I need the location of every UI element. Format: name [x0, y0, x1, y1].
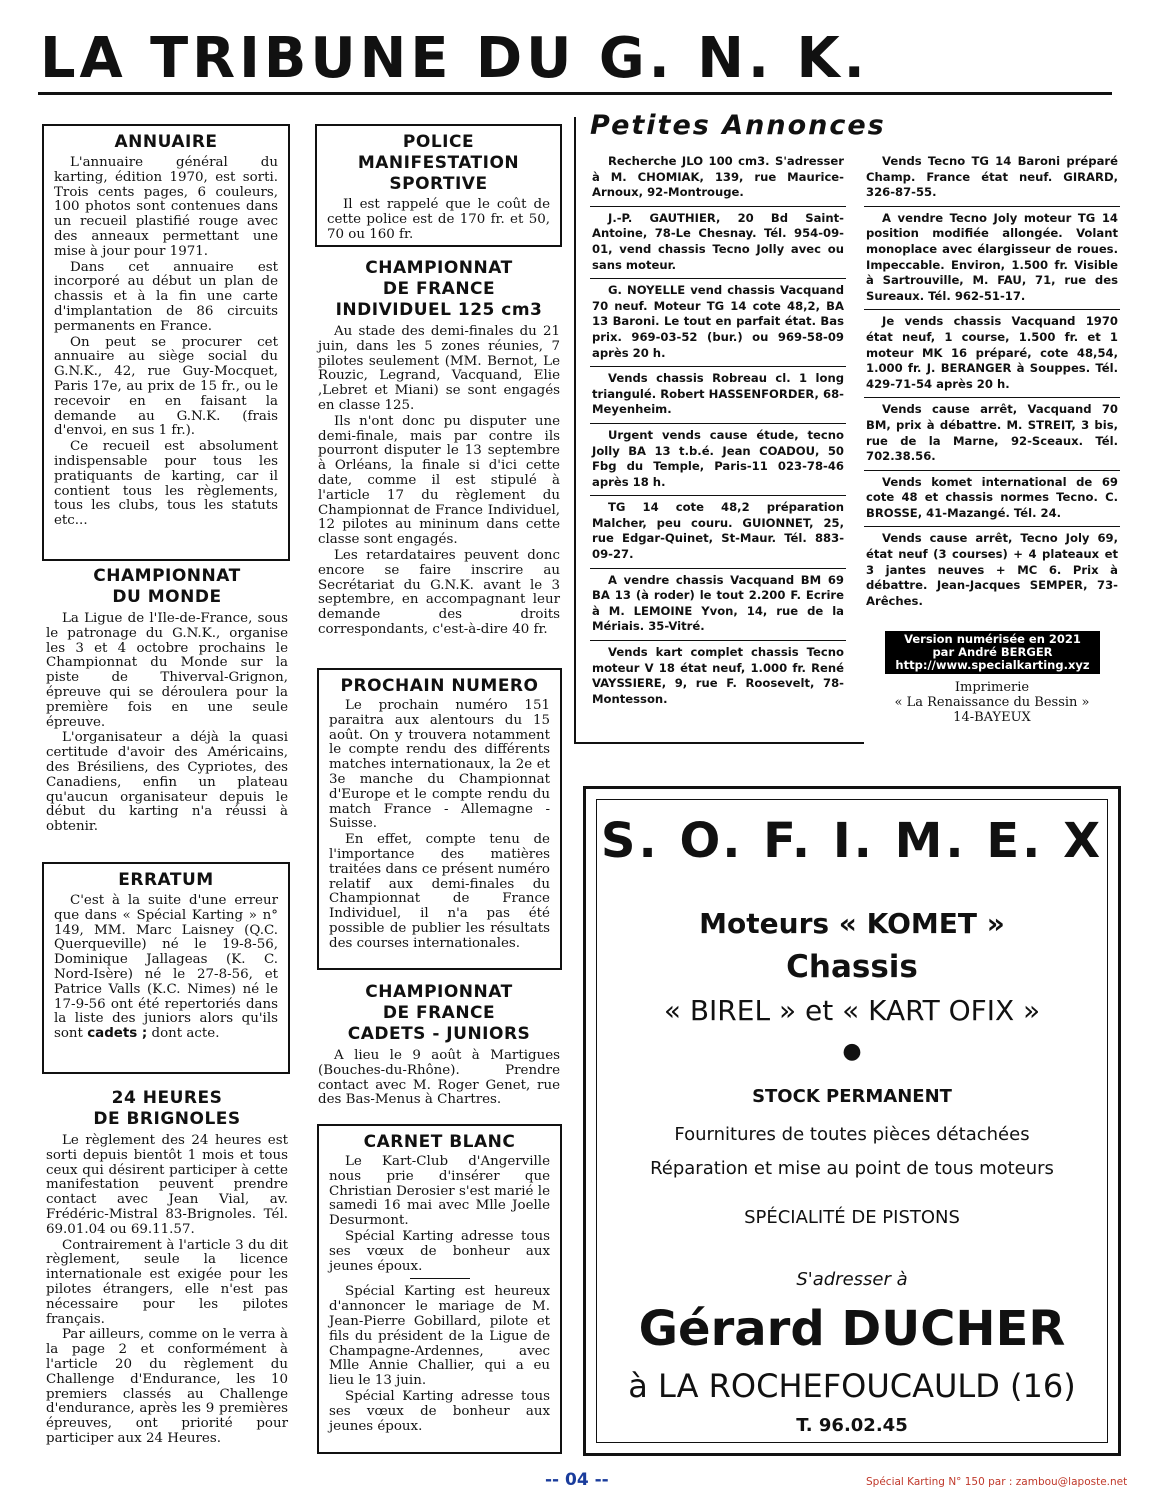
cadets-article [318, 982, 560, 1109]
prochain-box [317, 668, 562, 970]
imprimerie-line-2: « La Renaissance du Bessin » [894, 695, 1090, 710]
annonce-item: Vends cause arrêt, Vacquand 70 BM, prix à débattre. M. STREIT, 3 bis, rue de la Marne, 92-Sceaux. Tél. 702.38.56. [864, 398, 1120, 470]
individuel-title-2: DE FRANCE [382, 279, 496, 299]
erratum-p1: C'est à la suite d'une erreur que dans « Spécial Karting » n° 149, MM. Marc Laisney (Q.C. Querqueville) né le 19-8-56, Dominique Jallageas (K. C. Nord-Isère) né le 27-8-56, et Patrice Valls (K.C. Nimes) né le 17-9-56 ont été repertoriés dans la liste des juniors alors qu'ils sont [54, 893, 278, 1042]
ad-line-sadresser: S'adresser à [796, 1269, 908, 1290]
cadets-p1: A lieu le 9 août à Martigues (Bouches-du-Rhône). Prendre contact avec M. Roger Genet, rue des Bas-Menus à Chartres. [318, 1048, 560, 1108]
monde-title-2: DU MONDE [112, 587, 222, 607]
ad-line-chassis: Chassis [786, 949, 918, 985]
police-title-1: POLICE [402, 132, 475, 152]
annuaire-p1: L'annuaire général du karting, édition 1970, est sorti. Trois cents pages, 6 couleurs, 100 photos sont contenues dans un recueil plastifié rouge avec des anneaux permettant une mise à jour pour 1971. [54, 155, 278, 259]
annuaire-p4: Ce recueil est absolument indispensable pour tous les pratiquants de karting, car il contient tous les règlements, tous les clubs, tous les statuts etc... [54, 439, 278, 529]
footer-credit: Spécial Karting N° 150 par : zambou@laposte.net [866, 1476, 1128, 1488]
sofimex-ad [583, 786, 1121, 1456]
carnet-box [317, 1124, 562, 1454]
imprimerie-line-3: 14-BAYEUX [953, 710, 1031, 725]
monde-title-1: CHAMPIONNAT [93, 566, 241, 586]
ad-moteurs-text: Moteurs « KOMET » [699, 907, 1005, 940]
annuaire-p2: Dans cet annuaire est incorporé au début un plan de chassis et à la fin une carte d'implantation de 86 circuits permanents en France. [54, 259, 278, 334]
cadets-title-2: DE FRANCE [382, 1003, 496, 1023]
brignoles-title-2: DE BRIGNOLES [93, 1109, 241, 1129]
prochain-title: PROCHAIN NUMERO [340, 676, 539, 696]
carnet-p4: Spécial Karting adresse tous ses vœux de bonheur aux jeunes époux. [329, 1388, 550, 1434]
annuaire-box [42, 124, 290, 561]
individuel-title-3: INDIVIDUEL 125 cm3 [335, 300, 543, 320]
brignoles-body [46, 1134, 288, 1447]
annonces-left-column [590, 150, 846, 712]
annonce-item: Vends chassis Robreau cl. 1 long triangulé. Robert HASSENFORDER, 68-Meyenheim. [590, 367, 846, 424]
carnet-title: CARNET BLANC [363, 1132, 516, 1152]
annuaire-title: ANNUAIRE [114, 132, 218, 152]
ad-line-moteurs [586, 907, 1118, 940]
annuaire-body [54, 156, 278, 529]
annuaire-p3: On peut se procurer cet annuaire au siège social du G.N.K., 42, rue Guy-Mocquet, Paris 17e, au prix de 15 fr., ou le recevoir en en faisant la demande au G.N.K. (frais d'envoi, en sus 1 fr.). [54, 334, 278, 439]
brignoles-p2: Contrairement à l'article 3 du dit règlement, seule la licence internationale est exigée pour les pilotes étrangers, elle n'est pas nécessaire pour les pilotes français. [46, 1237, 288, 1327]
imprimerie [864, 680, 1120, 725]
monde-p1: La Ligue de l'Ile-de-France, sous le patronage du G.N.K., organise les 3 et 4 octobre prochains le Championnat du Monde sur la piste de Thiverval-Grignon, épreuve qui se déroulera pour la première fois en une seule épreuve. [46, 611, 288, 730]
annonce-item: Vends komet international de 69 cote 48 et chassis normes Tecno. C. BROSSE, 41-Mazangé. Tél. 24. [864, 471, 1120, 528]
police-p1: Il est rappelé que le coût de cette police est de 170 fr. et 50, 70 ou 160 fr. [327, 197, 550, 242]
annonce-item: J.-P. GAUTHIER, 20 Bd Saint-Antoine, 78-Le Chesnay. Tél. 954-09-01, vend chassis Tecno Jolly avec ou sans moteur. [590, 207, 846, 279]
brignoles-p3: Par ailleurs, comme on le verra à la page 2 et conformément à l'article 20 du règlement du Challenge d'Endurance, les 10 premiers classés au Challenge d'endurance, après les 9 premières épreuves, ont priorité pour participer aux 24 Heures. [46, 1327, 288, 1446]
ad-brand: S. O. F. I. M. E. X [600, 813, 1104, 869]
version-line-1: Version numérisée en 2021 [904, 632, 1081, 646]
individuel-body [318, 325, 560, 638]
carnet-divider [410, 1278, 470, 1279]
annonces-right-column [864, 150, 1120, 614]
version-line-3[interactable]: http://www.specialkarting.xyz [895, 658, 1090, 672]
ad-line-stock: STOCK PERMANENT [752, 1086, 952, 1107]
police-body [327, 198, 550, 242]
monde-p2: L'organisateur a déjà la quasi certitude d'avoir des Américains, des Brésiliens, des Cypriotes, des Canadiens, enfin un plateau qu'aucun organisateur depuis le début du karting n'a réussi à obtenir. [46, 730, 288, 835]
ad-line-reparation: Réparation et mise au point de tous moteurs [650, 1158, 1054, 1179]
erratum-bold: cadets ; [87, 1026, 148, 1042]
ad-bullet-icon: ● [842, 1039, 862, 1064]
annonces-bottom-rule [574, 742, 864, 744]
ad-line-ducher: Gérard DUCHER [638, 1301, 1066, 1357]
prochain-p2: En effet, compte tenu de l'importance des matières traitées dans ce présent numéro relatif aux demi-finales du Championnat de France Individuel, il n'a pas été possible de publier les résultats des courses internationales. [329, 832, 550, 951]
police-title-3: SPORTIVE [389, 174, 488, 194]
individuel-p3: Les retardataires peuvent donc encore se faire inscrire au Secrétariat du G.N.K. avant le 3 septembre, en accompagnant leur demande des droits correspondants, c'est-à-dire 40 fr. [318, 547, 560, 637]
erratum-end: dont acte. [151, 1026, 220, 1042]
erratum-title: ERRATUM [118, 870, 214, 890]
annonce-item: A vendre chassis Vacquand BM 69 BA 13 (à roder) le tout 2.200 F. Ecrire à M. LEMOINE Yvon, 14, rue de la Mériais. 35-Vitré. [590, 569, 846, 641]
carnet-p3: Spécial Karting est heureux d'annoncer le mariage de M. Jean-Pierre Gobillard, pilote et fils du président de la Ligue de Champagne-Ardennes, avec Mlle Annie Challier, qui a eu lieu le 13 juin. [329, 1284, 550, 1389]
masthead-rule [38, 92, 1112, 95]
erratum-box [42, 862, 290, 1074]
annonce-item: G. NOYELLE vend chassis Vacquand 70 neuf. Moteur TG 14 cote 48,2, BA 13 Baroni. Le tout en parfait état. Bas prix. 969-03-52 (bur.) ou 969-58-09 après 20 h. [590, 279, 846, 367]
erratum-body [54, 894, 278, 1042]
annonce-item: Vends cause arrêt, Tecno Joly 69, état neuf (3 courses) + 4 plateaux et 3 jantes neuves + MC 6. Prix à débattre. Jean-Jacques SEMPER, 73-Arêches. [866, 531, 1118, 608]
prochain-body [329, 699, 550, 952]
annonce-item: Vends Tecno TG 14 Baroni préparé Champ. France état neuf. GIRARD, 326-87-55. [864, 150, 1120, 207]
individuel-article [318, 258, 560, 639]
brignoles-article [46, 1088, 288, 1448]
carnet-body [329, 1155, 550, 1434]
cadets-title-1: CHAMPIONNAT [365, 982, 513, 1002]
cadets-title-3: CADETS - JUNIORS [347, 1024, 531, 1044]
brignoles-title-1: 24 HEURES [111, 1088, 223, 1108]
monde-body [46, 612, 288, 835]
ad-line-phone: T. 96.02.45 [796, 1415, 908, 1436]
annonces-title: Petites Annonces [590, 110, 886, 141]
ad-line-fournitures: Fournitures de toutes pièces détachées [674, 1124, 1030, 1145]
ad-line-rochefoucauld: à LA ROCHEFOUCAULD (16) [628, 1367, 1076, 1405]
annonce-item: Vends kart complet chassis Tecno moteur V 18 état neuf, 1.000 fr. René VAYSSIERE, 9, rue F. Roosevelt, 78-Montesson. [592, 645, 844, 706]
police-box [315, 124, 562, 247]
individuel-p1: Au stade des demi-finales du 21 juin, dans les 5 zones réunies, 7 pilotes seulement (MM. Bernot, Le Rouzic, Legrand, Vacquand, Elie ,Lebret et Miani) se sont engagés en classe 125. [318, 324, 560, 413]
annonce-item: TG 14 cote 48,2 préparation Malcher, peu couru. GUIONNET, 25, rue Edgar-Quinet, St-Maur. Tél. 883-09-27. [590, 496, 846, 568]
annonce-item: Recherche JLO 100 cm3. S'adresser à M. CHOMIAK, 139, rue Maurice-Arnoux, 92-Montrouge. [590, 150, 846, 207]
annonce-item: Urgent vends cause étude, tecno Jolly BA 13 t.b.é. Jean COADOU, 50 Fbg du Temple, Paris-11 023-78-46 après 18 h. [590, 424, 846, 496]
cadets-body [318, 1049, 560, 1108]
police-title-2: MANIFESTATION [357, 153, 520, 173]
prochain-p1: Le prochain numéro 151 paraitra aux alentours du 15 août. On y trouvera notamment le compte rendu des différents matches internationaux, la 2e et 3e manche du Championnat d'Europe et le compte rendu du match France - Allemagne - Suisse. [329, 698, 550, 832]
ad-line-pistons: SPÉCIALITÉ DE PISTONS [744, 1207, 960, 1228]
annonce-item: A vendre Tecno Joly moteur TG 14 position modifiée allongée. Volant monoplace avec élargisseur de roues. Impeccable. Environ, 1.500 fr. Visible à Sartrouville, M. FAU, 71, rue des Sureaux. Tél. 962-51-17. [864, 207, 1120, 311]
annonces-left-rule [574, 117, 576, 743]
ad-line-birel: « BIREL » et « KART OFIX » [663, 994, 1041, 1027]
version-line-2: par André BERGER [932, 645, 1053, 659]
individuel-title-1: CHAMPIONNAT [365, 258, 513, 278]
monde-article [46, 566, 288, 836]
brignoles-p1: Le règlement des 24 heures est sorti depuis bientôt 1 mois et tous ceux qui désirent participer à cette manifestation peuvent prendre contact avec Jean Vial, av. Frédéric-Mistral 83-Brignoles. Tél. 69.01.04 ou 69.11.57. [46, 1133, 288, 1237]
individuel-p2: Ils n'ont donc pu disputer une demi-finale, mais par contre ils pourront disputer le 13 septembre à Orléans, la finale si d'ici cette date, comme il est stipulé à l'article 17 du règlement du Championnat de France Individuel, 12 pilotes au mininum dans cette classe sont engagés. [318, 413, 560, 548]
imprimerie-line-1: Imprimerie [954, 680, 1030, 695]
carnet-p1: Le Kart-Club d'Angerville nous prie d'insérer que Christian Derosier s'est marié le samedi 16 mai avec Mlle Joelle Desurmont. [329, 1154, 550, 1229]
page-number: -- 04 -- [545, 1470, 609, 1490]
annonce-item: Je vends chassis Vacquand 1970 état neuf, 1 course, 1.500 fr. et 1 moteur MK 16 préparé, cote 48,54, 1.000 fr. J. BERANGER à Souppes. Tél. 429-71-54 après 20 h. [864, 310, 1120, 398]
version-banner [885, 631, 1100, 674]
carnet-p2: Spécial Karting adresse tous ses vœux de bonheur aux jeunes époux. [329, 1228, 550, 1274]
masthead-title: LA TRIBUNE DU G. N. K. [40, 30, 869, 88]
